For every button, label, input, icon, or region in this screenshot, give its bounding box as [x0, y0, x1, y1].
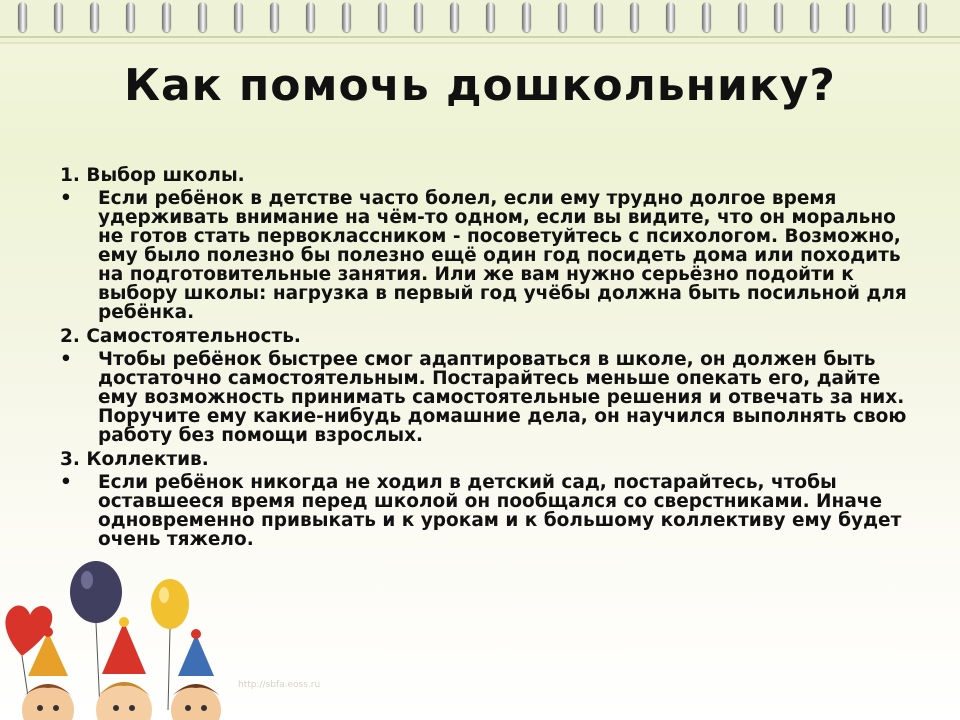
section-independence [60, 327, 910, 445]
spiral-ring-icon [234, 2, 243, 32]
spiral-ring-icon [306, 2, 315, 32]
spiral-ring-icon [54, 2, 63, 32]
top-rule-line-secondary [0, 42, 960, 44]
spiral-ring-icon [342, 2, 351, 32]
bullet-item [60, 473, 910, 549]
bullet-item [60, 350, 910, 445]
spiral-ring-icon [162, 2, 171, 32]
spiral-ring-icon [594, 2, 603, 32]
spiral-ring-icon [630, 2, 639, 32]
balloons-and-kids-illustration [0, 560, 240, 720]
spiral-ring-icon [558, 2, 567, 32]
spiral-ring-icon [702, 2, 711, 32]
kid-face-icon [171, 629, 221, 720]
spiral-ring-icon [450, 2, 459, 32]
slide-title: Как помочь дошкольнику? [124, 60, 836, 111]
bullet-icon: • [60, 472, 72, 493]
bullet-icon: • [60, 349, 72, 370]
slide-content [60, 166, 910, 554]
spiral-ring-icon [378, 2, 387, 32]
spiral-ring-icon [198, 2, 207, 32]
spiral-ring-icon [774, 2, 783, 32]
section-heading: 2. Самостоятельность. [60, 326, 301, 347]
section-heading: 1. Выбор школы. [60, 165, 245, 186]
top-rule-line [0, 36, 960, 38]
spiral-ring-icon [414, 2, 423, 32]
section-heading: 3. Коллектив. [60, 449, 209, 470]
spiral-ring-icon [90, 2, 99, 32]
spiral-ring-icon [270, 2, 279, 32]
spiral-ring-icon [882, 2, 891, 32]
bullet-text: Чтобы ребёнок быстрее смог адаптироваться в школе, он должен быть достаточно самостоятельным. Постарайтесь меньше опекать его, дайте ему возможность принимать самостоятельные решения и отвечать за них. Поручите ему какие-нибудь домашние дела, он научился выполнять свою работу без помощи взрослых. [98, 349, 907, 446]
spiral-ring-icon [18, 2, 27, 32]
watermark-url: http://sbfa.eoss.ru [238, 680, 321, 690]
bullet-text: Если ребёнок в детстве часто болел, если ему трудно долгое время удерживать внимание на чём-то одном, если вы видите, что он морально не готов стать первоклассником - посоветуйтесь с психологом. Возможно, ему было полезно бы полезно ещё один год посидеть дома или походить на подготовительные занятия. Или же вам нужно серьёзно подойти к выбору школы: нагрузка в первый год учёбы должна быть посильной для ребёнка. [98, 188, 907, 323]
spiral-ring-icon [810, 2, 819, 32]
kid-face-icon [96, 617, 152, 720]
spiral-ring-icon [666, 2, 675, 32]
spiral-ring-icon [522, 2, 531, 32]
section-school-choice [60, 166, 910, 322]
bullet-item [60, 189, 910, 322]
spiral-ring-icon [486, 2, 495, 32]
spiral-ring-icon [918, 2, 927, 32]
spiral-ring-icon [126, 2, 135, 32]
spiral-ring-icon [846, 2, 855, 32]
section-collective [60, 450, 910, 549]
bullet-icon: • [60, 188, 72, 209]
bullet-text: Если ребёнок никогда не ходил в детский сад, постарайтесь, чтобы оставшееся время перед школой он пообщался со сверстниками. Иначе одновременно привыкать и к урокам и к большому коллективу ему будет очень тяжело. [98, 472, 902, 550]
spiral-ring-icon [738, 2, 747, 32]
